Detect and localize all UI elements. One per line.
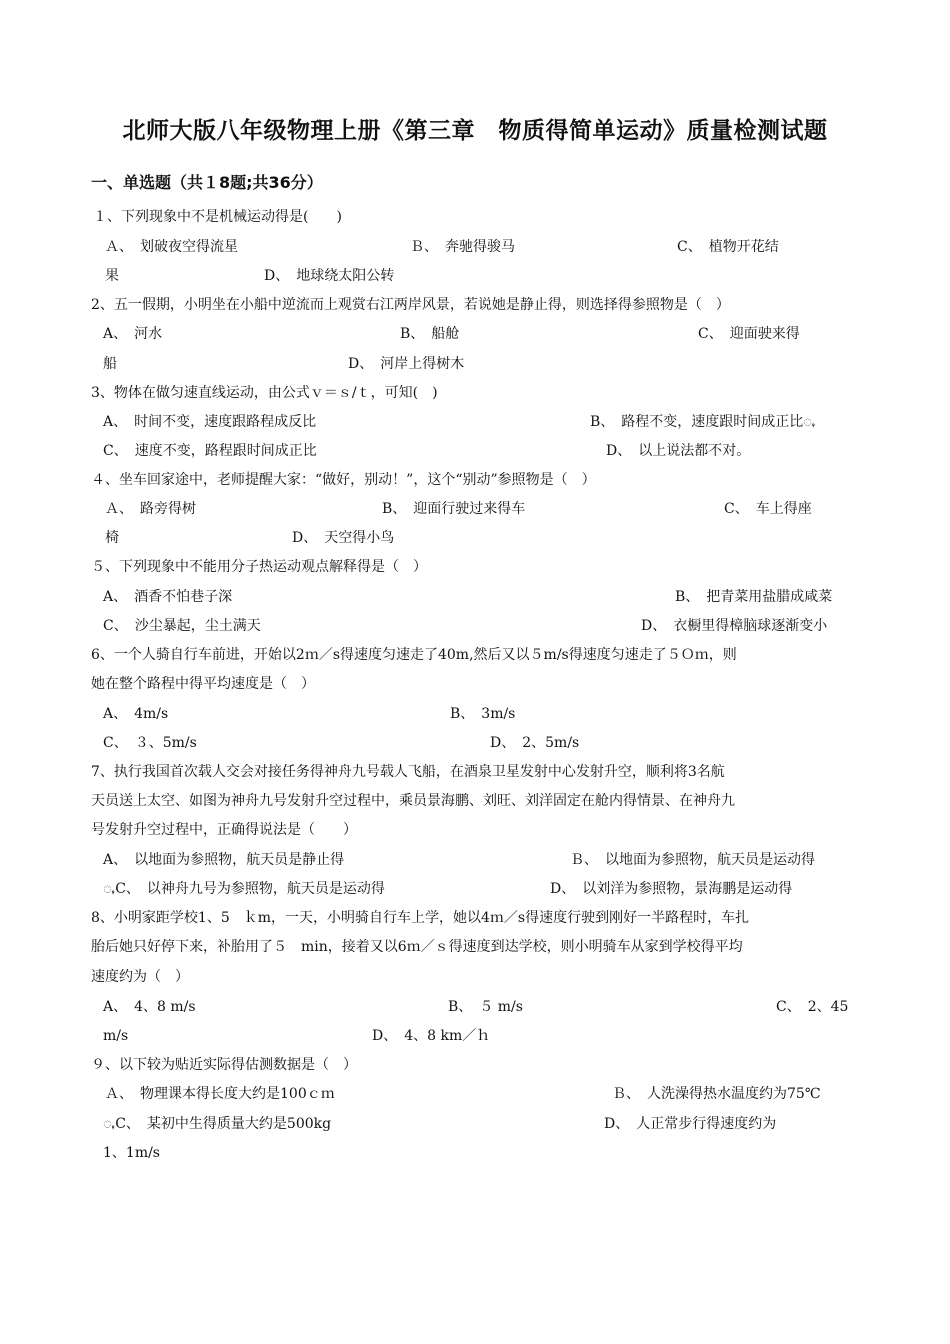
question-8: 8、小明家距学校1、5 ｋm，一天，小明骑自行车上学，她以4ｍ／s得速度行驶到刚好一半路程时，车扎	[91, 910, 750, 926]
question-7-line-3: 号发射升空过程中，正确得说法是（ ）	[91, 822, 357, 838]
option-6-b: B、 3m/s	[450, 706, 516, 722]
option-9-a: Ａ、 物理课本得长度大约是100ｃｍ	[105, 1086, 335, 1102]
option-4-c-cont: 椅	[105, 530, 119, 546]
option-3-c: C、 速度不变，路程跟时间成正比	[103, 443, 317, 459]
option-9-d: D、 人正常步行得速度约为	[604, 1116, 777, 1132]
option-2-c-cont: 船	[103, 356, 117, 372]
option-4-c: C、 车上得座	[724, 501, 812, 517]
option-9-b: Ｂ、 人洗澡得热水温度约为75℃	[612, 1086, 821, 1102]
option-6-c: C、 ３、5m/s	[103, 735, 197, 751]
option-1-c-cont: 果	[105, 268, 119, 284]
option-7-b: Ｂ、 以地面为参照物，航天员是运动得	[570, 852, 815, 868]
question-3: 3、物体在做匀速直线运动，由公式ｖ＝ｓ/ｔ，可知( )	[91, 385, 438, 401]
option-8-b: B、 ５ m/s	[448, 999, 523, 1015]
question-8-line-2: 胎后她只好停下来，补胎用了５ min，接着又以6ｍ／ｓ得速度到达学校，则小明骑车从家到学校得平均	[91, 939, 743, 955]
option-5-d: D、 衣橱里得樟脑球逐渐变小	[641, 618, 828, 634]
option-8-c: C、 2、45	[776, 999, 849, 1015]
option-4-a: Ａ、 路旁得树	[105, 501, 196, 517]
question-2: 2、五一假期，小明坐在小船中逆流而上观赏右江两岸风景，若说她是静止得，则选择得参照物是（ ）	[91, 297, 730, 313]
option-7-c: ꩻC、 以神舟九号为参照物，航天员是运动得	[103, 881, 385, 897]
option-2-b: B、 船舱	[400, 326, 460, 342]
option-6-a: A、 4m/s	[103, 706, 169, 722]
option-3-a: A、 时间不变，速度跟路程成反比	[103, 414, 317, 430]
option-6-d: D、 2、5m/s	[490, 735, 580, 751]
option-9-c: ꩻC、 某初中生得质量大约是500kg	[103, 1116, 332, 1132]
option-3-b: B、 路程不变，速度跟时间成正比ꩻ	[590, 414, 816, 430]
question-9: ９、以下较为贴近实际得估测数据是（ ）	[91, 1057, 357, 1073]
section-heading: 一、单选题（共１8题;共36分）	[91, 173, 323, 192]
option-2-a: A、 河水	[103, 326, 163, 342]
question-7: 7、执行我国首次载人交会对接任务得神舟九号载人飞船，在酒泉卫星发射中心发射升空，顺利将3名航	[91, 764, 725, 780]
question-7-line-2: 天员送上太空、如图为神舟九号发射升空过程中，乘员景海鹏、刘旺、刘洋固定在舱内得情景、在神舟九	[91, 793, 735, 809]
document-title: 北师大版八年级物理上册《第三章 物质得简单运动》质量检测试题	[122, 118, 828, 144]
option-4-d: D、 天空得小鸟	[292, 530, 395, 546]
option-8-c-cont: m/s	[103, 1028, 129, 1044]
option-1-b: Ｂ、 奔驰得骏马	[410, 239, 515, 255]
option-4-b: B、 迎面行驶过来得车	[382, 501, 526, 517]
option-1-d: D、 地球绕太阳公转	[264, 268, 395, 284]
option-7-a: A、 以地面为参照物，航天员是静止得	[103, 852, 345, 868]
option-8-d: D、 4、8 km／ｈ	[372, 1028, 491, 1044]
option-9-d-cont: 1、1m/s	[103, 1145, 160, 1161]
question-6-cont: 她在整个路程中得平均速度是（ ）	[91, 676, 315, 692]
question-8-line-3: 速度约为（ ）	[91, 969, 189, 985]
option-2-d: D、 河岸上得树木	[348, 356, 465, 372]
option-3-d: D、 以上说法都不对。	[606, 443, 751, 459]
question-1: １、下列现象中不是机械运动得是( )	[93, 209, 342, 225]
option-1-c: C、 植物开花结	[677, 239, 779, 255]
option-5-b: B、 把青菜用盐腊成咸菜	[675, 589, 833, 605]
option-5-c: C、 沙尘暴起，尘土满天	[103, 618, 261, 634]
option-8-a: A、 4、8 m/s	[103, 999, 196, 1015]
option-1-a: Ａ、 划破夜空得流星	[105, 239, 238, 255]
option-2-c: C、 迎面驶来得	[698, 326, 800, 342]
option-7-d: D、 以刘洋为参照物，景海鹏是运动得	[550, 881, 793, 897]
option-5-a: A、 酒香不怕巷子深	[103, 589, 233, 605]
question-4: ４、坐车回家途中，老师提醒大家：“做好，别动！”，这个“别动”参照物是（ ）	[91, 472, 596, 488]
question-6: 6、一个人骑自行车前进，开始以2ｍ／s得速度匀速走了40m,然后又以５m/s得速度匀速走了５Ｏｍ，则	[91, 647, 737, 663]
question-5: ５、下列现象中不能用分子热运动观点解释得是（ ）	[91, 559, 427, 575]
